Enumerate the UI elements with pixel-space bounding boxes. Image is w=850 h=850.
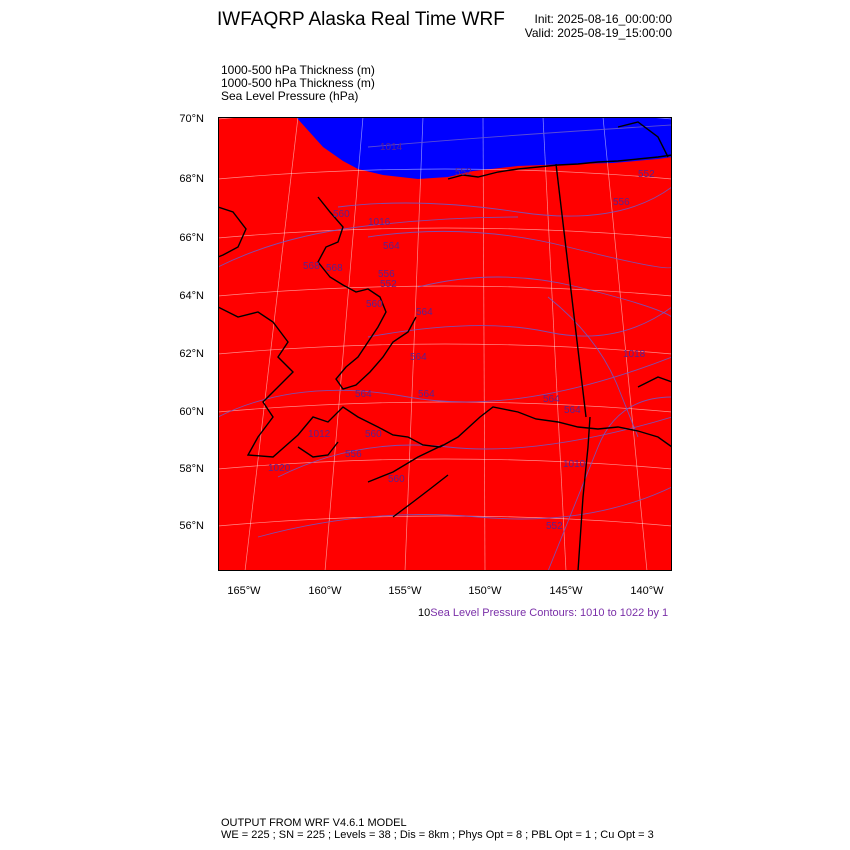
map-panel [218, 117, 672, 571]
thickness-label: 556 [378, 269, 395, 280]
thickness-label: 552 [546, 521, 563, 532]
lon-label-160: 160°W [308, 585, 342, 597]
thickness-label: 564 [564, 405, 581, 416]
thickness-label: 560 [365, 429, 382, 440]
thickness-label: 568 [303, 261, 320, 272]
lat-label-62: 62°N [179, 348, 204, 360]
lat-label-68: 68°N [179, 173, 204, 185]
thickness-label: 560 [333, 209, 350, 220]
field-label-thickness-2: 1000-500 hPa Thickness (m) [221, 76, 375, 90]
thickness-label: 568 [326, 263, 343, 274]
thickness-label: 564 [418, 389, 435, 400]
thickness-label: 564 [355, 389, 372, 400]
thickness-label: 552 [380, 279, 397, 290]
lat-label-70: 70°N [179, 113, 204, 125]
map-canvas [218, 117, 672, 571]
valid-time: Valid: 2025-08-19_15:00:00 [524, 26, 672, 40]
slp-label: 1012 [308, 429, 331, 440]
init-time: Init: 2025-08-16_00:00:00 [534, 12, 672, 26]
thickness-label: 564 [543, 394, 560, 405]
slp-label: 1016 [368, 217, 391, 228]
slp-label: 1010 [563, 459, 586, 470]
field-label-slp: Sea Level Pressure (hPa) [221, 89, 359, 103]
lon-label-165: 165°W [227, 585, 261, 597]
lon-label-145: 145°W [549, 585, 583, 597]
thickness-label: 556 [613, 197, 630, 208]
thickness-label: 552 [455, 167, 472, 178]
contour-info-text: Sea Level Pressure Contours: 1010 to 1022 by 1 [430, 607, 669, 619]
lat-label-64: 64°N [179, 290, 204, 302]
lon-label-150: 150°W [468, 585, 502, 597]
thickness-label: 560 [366, 299, 383, 310]
lat-label-60: 60°N [179, 406, 204, 418]
slp-label: 1014 [380, 142, 403, 153]
thickness-label: 564 [416, 307, 433, 318]
thickness-label: 564 [383, 241, 400, 252]
thickness-label: 564 [410, 352, 427, 363]
contour-info [418, 607, 668, 619]
slp-label: 1020 [268, 463, 291, 474]
lat-label-58: 58°N [179, 463, 204, 475]
thickness-label: 556 [345, 449, 362, 460]
thickness-label: 552 [638, 169, 655, 180]
slp-label: 1018 [623, 349, 646, 360]
lon-label-155: 155°W [388, 585, 422, 597]
field-label-thickness-1: 1000-500 hPa Thickness (m) [221, 63, 375, 77]
lon-label-140: 140°W [630, 585, 664, 597]
map-title: IWFAQRP Alaska Real Time WRF [217, 9, 505, 30]
lat-label-56: 56°N [179, 520, 204, 532]
footer-model: OUTPUT FROM WRF V4.6.1 MODEL [221, 817, 407, 829]
footer-config: WE = 225 ; SN = 225 ; Levels = 38 ; Dis = 8km ; Phys Opt = 8 ; PBL Opt = 1 ; Cu Opt = 3 [221, 829, 654, 841]
lat-label-66: 66°N [179, 232, 204, 244]
contour-info-prefix: 10 [418, 607, 431, 619]
thickness-label: 560 [388, 474, 405, 485]
